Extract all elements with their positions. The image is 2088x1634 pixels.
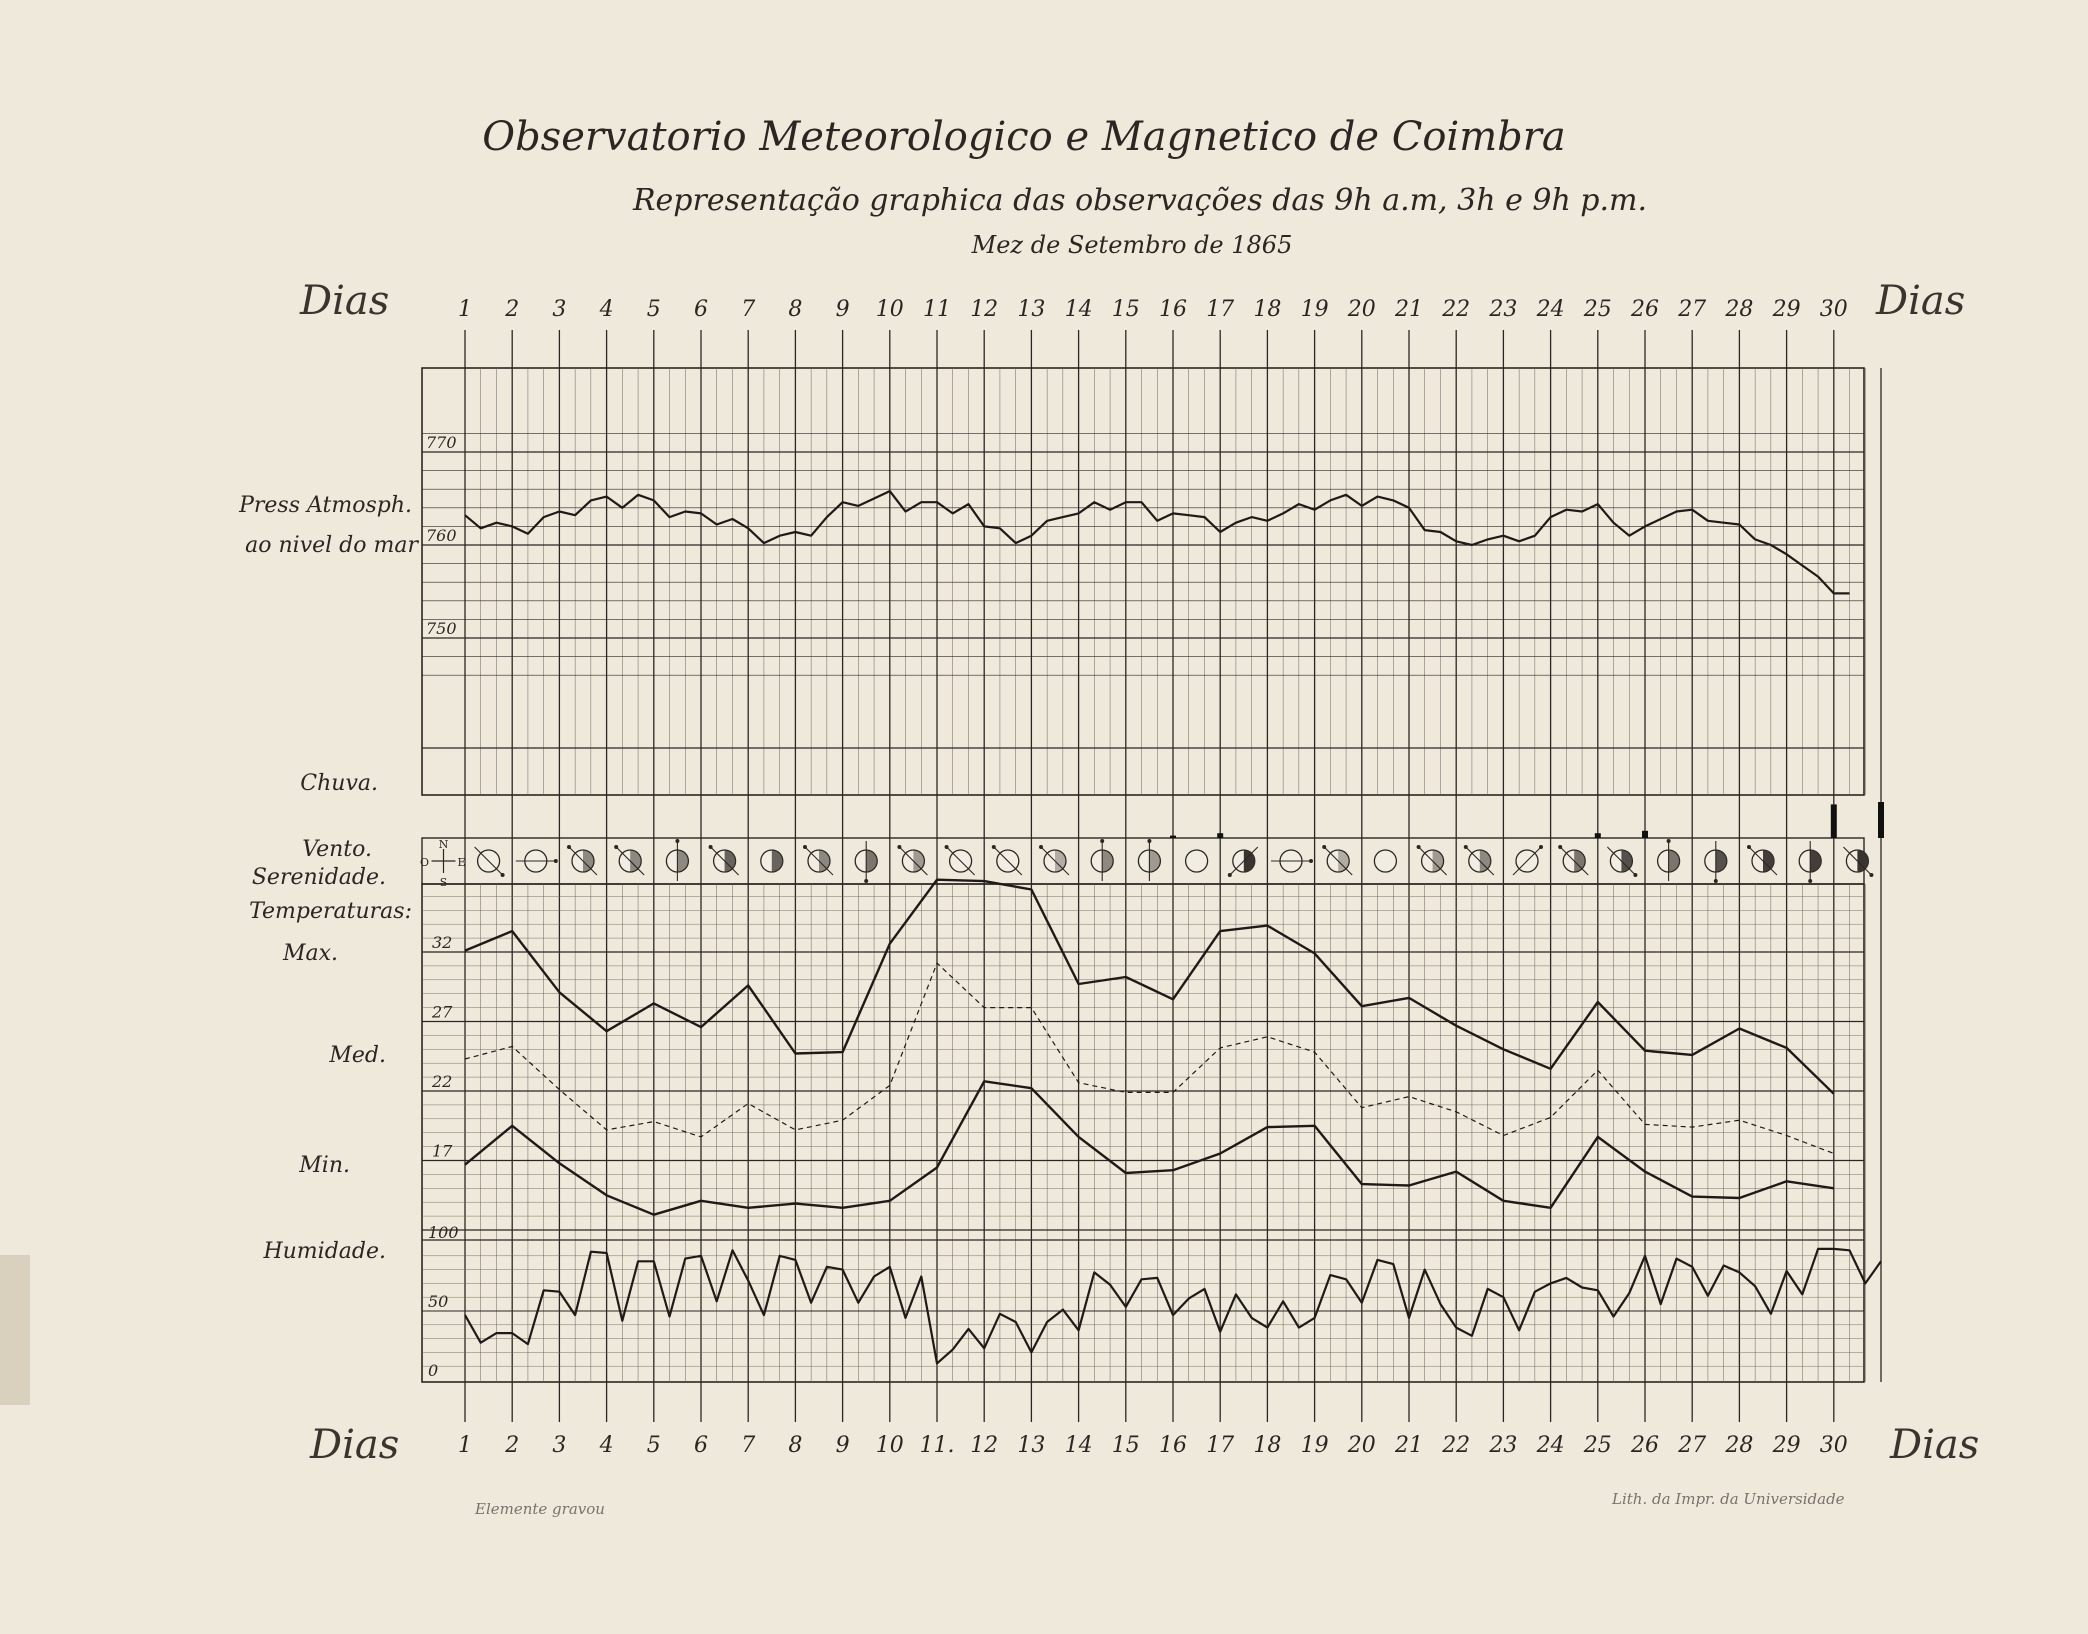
day-label-bottom: 10 <box>875 1433 904 1458</box>
day-label-bottom: 17 <box>1206 1433 1235 1458</box>
wind-arrowhead <box>945 845 949 849</box>
day-label-top: 8 <box>788 297 803 322</box>
day-label-top: 24 <box>1536 297 1565 322</box>
day-label-bottom: 23 <box>1489 1433 1518 1458</box>
wind-serenity-row <box>420 838 1873 889</box>
cloud-fill <box>772 850 783 872</box>
wind-arrowhead <box>1147 839 1151 843</box>
cloud-fill <box>1669 850 1680 872</box>
day-label-bottom: 1 <box>458 1433 472 1458</box>
axis-word-top-left: Dias <box>300 278 390 324</box>
cloud-fill <box>1055 850 1066 872</box>
day-label-bottom: 5 <box>646 1433 661 1458</box>
day-label-top: 2 <box>505 297 520 322</box>
chart-subtitle: Representação graphica das observações das 9h a.m, 3h e 9h p.m. <box>632 183 1648 218</box>
rain-bar <box>1595 833 1601 838</box>
day-label-top: 21 <box>1395 297 1423 322</box>
day-label-bottom: 8 <box>788 1433 803 1458</box>
wind-arrowhead <box>1714 879 1718 883</box>
label-wind: Vento. <box>302 837 372 862</box>
day-label-bottom: 3 <box>552 1433 567 1458</box>
day-label-bottom: 14 <box>1064 1433 1093 1458</box>
label-rain: Chuva. <box>300 771 378 796</box>
temperature-tick-label: 17 <box>432 1141 453 1161</box>
rain-bars <box>1170 802 1884 838</box>
day-label-bottom: 15 <box>1111 1433 1140 1458</box>
rain-bar <box>1642 831 1648 838</box>
wind-arrowhead <box>1539 845 1543 849</box>
day-label-bottom: 26 <box>1631 1433 1659 1458</box>
label-pressure-2: ao nivel do mar <box>245 533 418 558</box>
cloud-fill <box>1338 850 1349 872</box>
day-label-bottom: 27 <box>1678 1433 1707 1458</box>
engraver-credit: Elemente gravou <box>475 1500 605 1518</box>
day-label-bottom: 11. <box>919 1433 955 1458</box>
day-label-top: 27 <box>1678 297 1707 322</box>
compass-n: N <box>438 838 449 851</box>
day-label-top: 15 <box>1111 297 1140 322</box>
serenity-circle <box>1374 850 1396 872</box>
cloud-fill <box>1149 850 1160 872</box>
day-label-top: 5 <box>646 297 661 322</box>
axis-word-bottom-left: Dias <box>310 1422 400 1468</box>
humidity-tick-label: 0 <box>428 1361 439 1380</box>
cloud-fill <box>1574 850 1585 872</box>
temp-med-line <box>465 963 1834 1153</box>
day-label-top: 28 <box>1725 297 1754 322</box>
day-label-top: 4 <box>599 297 614 322</box>
temp-max-line <box>465 880 1834 1094</box>
day-label-top: 29 <box>1772 297 1801 322</box>
chart-month: Mez de Setembro de 1865 <box>971 231 1293 259</box>
cloud-fill <box>725 850 736 872</box>
day-label-top: 17 <box>1206 297 1235 322</box>
label-max: Max. <box>282 941 338 966</box>
day-label-bottom: 21 <box>1395 1433 1423 1458</box>
wind-arrowhead <box>1747 845 1751 849</box>
day-labels <box>458 297 1848 1458</box>
rain-bar <box>1831 804 1837 838</box>
day-label-top: 1 <box>458 297 472 322</box>
day-label-top: 9 <box>835 297 850 322</box>
wind-arrowhead <box>803 845 807 849</box>
day-label-top: 16 <box>1159 297 1187 322</box>
temperature-tick-label: 27 <box>432 1002 453 1022</box>
temperature-tick-label: 32 <box>432 933 453 952</box>
cloud-fill <box>866 850 877 872</box>
rain-bar <box>1878 802 1884 838</box>
label-temperatures: Temperaturas: <box>249 899 412 924</box>
cloud-fill <box>1244 850 1255 872</box>
cloud-fill <box>1102 850 1113 872</box>
day-label-bottom: 18 <box>1253 1433 1282 1458</box>
wind-arrowhead <box>1558 845 1562 849</box>
wind-arrowhead <box>1808 879 1812 883</box>
day-label-top: 10 <box>875 297 904 322</box>
compass-e: E <box>457 856 466 869</box>
day-label-bottom: 13 <box>1017 1433 1046 1458</box>
day-label-bottom: 30 <box>1819 1433 1848 1458</box>
day-label-bottom: 16 <box>1159 1433 1187 1458</box>
label-serenity: Serenidade. <box>251 865 386 890</box>
cloud-fill <box>1480 850 1491 872</box>
tick-labels <box>426 433 459 1380</box>
day-label-top: 30 <box>1819 297 1848 322</box>
day-label-bottom: 4 <box>599 1433 614 1458</box>
wind-arrowhead <box>1100 839 1104 843</box>
day-label-top: 26 <box>1631 297 1659 322</box>
pressure-tick-label: 770 <box>426 433 457 452</box>
cloud-fill <box>630 850 641 872</box>
wind-arrowhead <box>567 845 571 849</box>
wind-arrowhead <box>675 839 679 843</box>
day-label-bottom: 9 <box>835 1433 850 1458</box>
cloud-fill <box>583 850 594 872</box>
axis-word-bottom-right: Dias <box>1890 1422 1980 1468</box>
wind-arrowhead <box>1228 873 1232 877</box>
cloud-fill <box>1621 850 1632 872</box>
day-label-top: 3 <box>552 297 567 322</box>
cloud-fill <box>677 850 688 872</box>
rain-bar <box>1170 836 1176 838</box>
cloud-fill <box>913 850 924 872</box>
wind-arrowhead <box>1417 845 1421 849</box>
cloud-fill <box>1716 850 1727 872</box>
wind-arrowhead <box>614 845 618 849</box>
day-label-top: 23 <box>1489 297 1518 322</box>
compass-o: O <box>419 856 430 869</box>
day-label-bottom: 6 <box>694 1433 708 1458</box>
day-label-bottom: 22 <box>1442 1433 1471 1458</box>
label-humidity: Humidade. <box>263 1239 386 1264</box>
wind-arrowhead <box>1667 839 1671 843</box>
day-label-bottom: 19 <box>1300 1433 1329 1458</box>
temperature-tick-label: 22 <box>432 1072 453 1091</box>
label-min: Min. <box>299 1153 350 1178</box>
day-label-top: 25 <box>1583 297 1612 322</box>
wind-arrowhead <box>1633 873 1637 877</box>
day-label-top: 7 <box>741 297 756 322</box>
humidity-tick-label: 50 <box>428 1292 449 1311</box>
axis-word-top-right: Dias <box>1876 278 1966 324</box>
day-label-top: 6 <box>694 297 708 322</box>
label-med: Med. <box>329 1043 386 1068</box>
day-label-bottom: 7 <box>741 1433 756 1458</box>
rain-bar <box>1217 833 1223 838</box>
day-label-top: 13 <box>1017 297 1046 322</box>
day-label-bottom: 29 <box>1772 1433 1801 1458</box>
chart-title: Observatorio Meteorologico e Magnetico de Coimbra <box>482 114 1566 160</box>
cloud-fill <box>1763 850 1774 872</box>
compass-s: S <box>439 876 448 889</box>
day-label-top: 20 <box>1347 297 1376 322</box>
wind-arrowhead <box>501 873 505 877</box>
wind-arrowhead <box>1039 845 1043 849</box>
serenity-circle <box>1186 850 1208 872</box>
day-label-top: 19 <box>1300 297 1329 322</box>
wind-arrowhead <box>897 845 901 849</box>
cloud-fill <box>1433 850 1444 872</box>
humidity-tick-label: 100 <box>428 1223 459 1242</box>
wind-arrowhead <box>1464 845 1468 849</box>
day-label-top: 22 <box>1442 297 1471 322</box>
wind-arrowhead <box>1869 873 1873 877</box>
cloud-fill <box>819 850 830 872</box>
day-label-top: 18 <box>1253 297 1282 322</box>
wind-arrowhead <box>864 879 868 883</box>
day-label-bottom: 28 <box>1725 1433 1754 1458</box>
day-label-bottom: 25 <box>1583 1433 1612 1458</box>
wind-arrowhead <box>1322 845 1326 849</box>
label-pressure-1: Press Atmosph. <box>239 493 412 518</box>
day-label-top: 14 <box>1064 297 1093 322</box>
wind-arrowhead <box>992 845 996 849</box>
cloud-fill <box>1810 850 1821 872</box>
day-label-bottom: 24 <box>1536 1433 1565 1458</box>
wind-arrowhead <box>709 845 713 849</box>
wind-arrowhead <box>1309 859 1313 863</box>
pressure-tick-label: 750 <box>426 619 457 638</box>
cloud-fill <box>1857 850 1868 872</box>
day-label-bottom: 12 <box>970 1433 999 1458</box>
pressure-tick-label: 760 <box>426 526 457 545</box>
temp-min-line <box>465 1081 1834 1214</box>
wind-arrowhead <box>554 859 558 863</box>
day-label-top: 12 <box>970 297 999 322</box>
lithographer-credit: Lith. da Impr. da Universidade <box>1612 1490 1845 1508</box>
day-label-bottom: 2 <box>505 1433 520 1458</box>
day-label-top: 11 <box>923 297 951 322</box>
day-label-bottom: 20 <box>1347 1433 1376 1458</box>
grid <box>419 330 1881 1422</box>
